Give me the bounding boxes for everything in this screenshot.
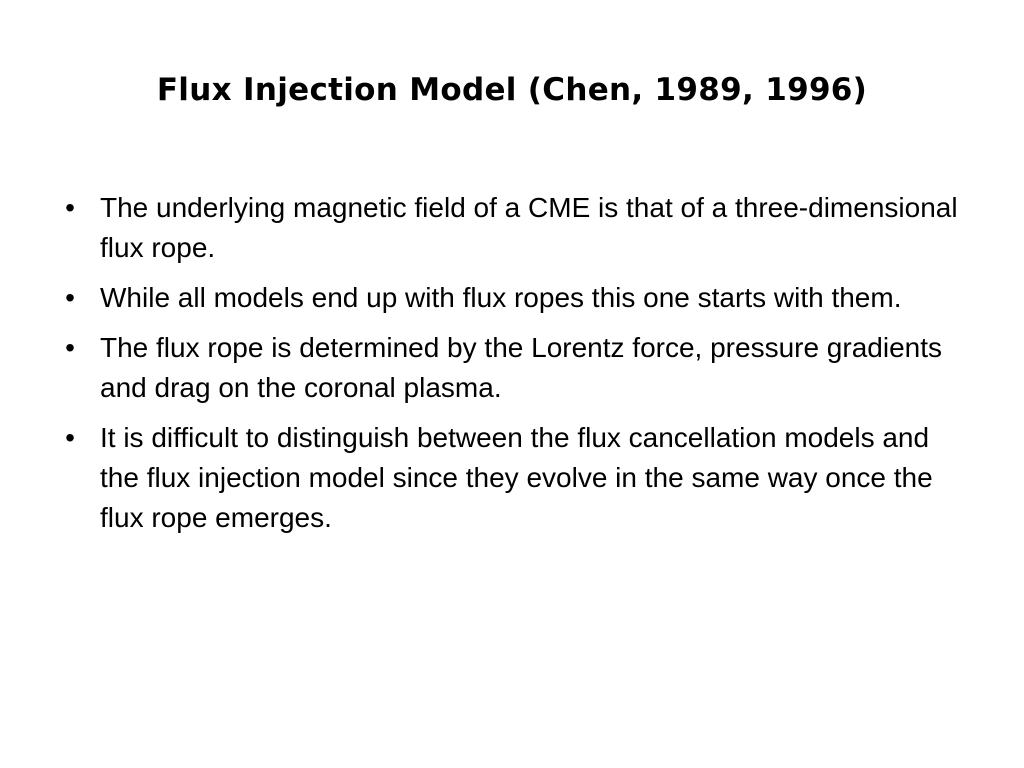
bullet-item [60, 328, 960, 408]
bullet-text: While all models end up with flux ropes this one starts with them. [100, 282, 902, 313]
bullet-icon: • [65, 282, 75, 313]
bullet-item [60, 278, 960, 318]
bullet-icon: • [65, 192, 75, 223]
bullet-item [60, 418, 960, 538]
bullet-text: The underlying magnetic field of a CME is that of a three-dimensional flux rope. [100, 192, 958, 263]
bullet-list [60, 188, 960, 548]
bullet-text: The flux rope is determined by the Lorentz force, pressure gradients and drag on the coronal plasma. [100, 332, 942, 403]
bullet-icon: • [65, 422, 75, 453]
bullet-text: It is difficult to distinguish between the flux cancellation models and the flux injection model since they evolve in the same way once the flux rope emerges. [100, 422, 933, 533]
bullet-item [60, 188, 960, 268]
bullet-icon: • [65, 332, 75, 363]
slide-title: Flux Injection Model (Chen, 1989, 1996) [156, 72, 868, 108]
